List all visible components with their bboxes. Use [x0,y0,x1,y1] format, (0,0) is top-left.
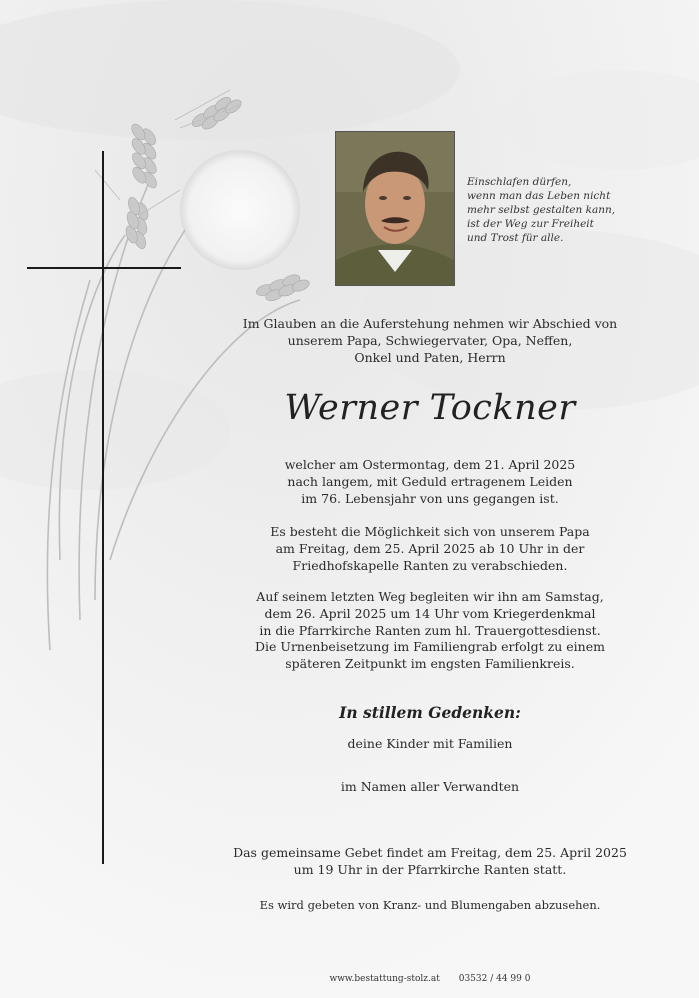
farewell-line: Es besteht die Möglichkeit sich von unserem Papa [270,524,590,539]
quote-line: mehr selbst gestalten kann, [467,204,616,216]
funeral-line: dem 26. April 2025 um 14 Uhr vom Kriegerdenkmal [264,605,596,621]
quote-line: Einschlafen dürfen, [467,176,572,188]
mourning-heading: In stillem Gedenken: [339,703,521,722]
memorial-quote [467,175,667,245]
funeral-info [200,589,660,673]
quote-line: ist der Weg zur Freiheit [467,218,594,230]
funeral-line: Auf seinem letzten Weg begleiten wir ihn am Samstag, [256,589,604,604]
funeral-line: in die Pfarrkirche Ranten zum hl. Trauergottesdienst. [259,622,601,638]
funeral-line: Die Urnenbeisetzung im Familiengrab erfolgt zu einem [255,639,605,655]
flowers-request: Es wird gebeten von Kranz- und Blumengaben abzusehen. [259,898,601,912]
prayer-line: Das gemeinsame Gebet findet am Freitag, dem 25. April 2025 [233,845,627,860]
farewell-info [200,524,660,574]
farewell-line: am Freitag, dem 25. April 2025 ab 10 Uhr in der [275,540,585,556]
death-line: im 76. Lebensjahr von uns gegangen ist. [301,490,559,506]
portrait-photo [335,131,455,286]
cross-horizontal-bar [27,267,181,269]
quote-line: wenn man das Leben nicht [467,190,611,202]
cross-vertical-bar [102,151,104,864]
prayer-info [200,845,660,879]
death-line: nach langem, mit Geduld ertragenem Leiden [287,473,573,489]
mourners-relatives: im Namen aller Verwandten [340,779,520,794]
moon-shape [180,150,300,270]
mourners-children: deine Kinder mit Familien [347,736,513,751]
deceased-name: Werner Tockner [284,388,576,428]
quote-line: und Trost für alle. [467,232,564,244]
intro-text [200,316,660,366]
intro-line: unserem Papa, Schwiegervater, Opa, Neffen, [287,332,573,348]
funeral-line: späteren Zeitpunkt im engsten Familienkreis. [285,656,575,672]
footer-website: www.bestattung-stolz.at [329,974,440,984]
death-line: welcher am Ostermontag, dem 21. April 2025 [284,457,576,472]
intro-line: Im Glauben an die Auferstehung nehmen wir Abschied von [242,316,618,331]
footer-phone: 03532 / 44 99 0 [458,974,531,984]
funeral-home-footer [300,974,560,984]
prayer-line: um 19 Uhr in der Pfarrkirche Ranten statt. [293,861,567,877]
farewell-line: Friedhofskapelle Ranten zu verabschieden. [292,557,568,573]
intro-line: Onkel und Paten, Herrn [354,349,506,365]
death-notice [200,457,660,507]
